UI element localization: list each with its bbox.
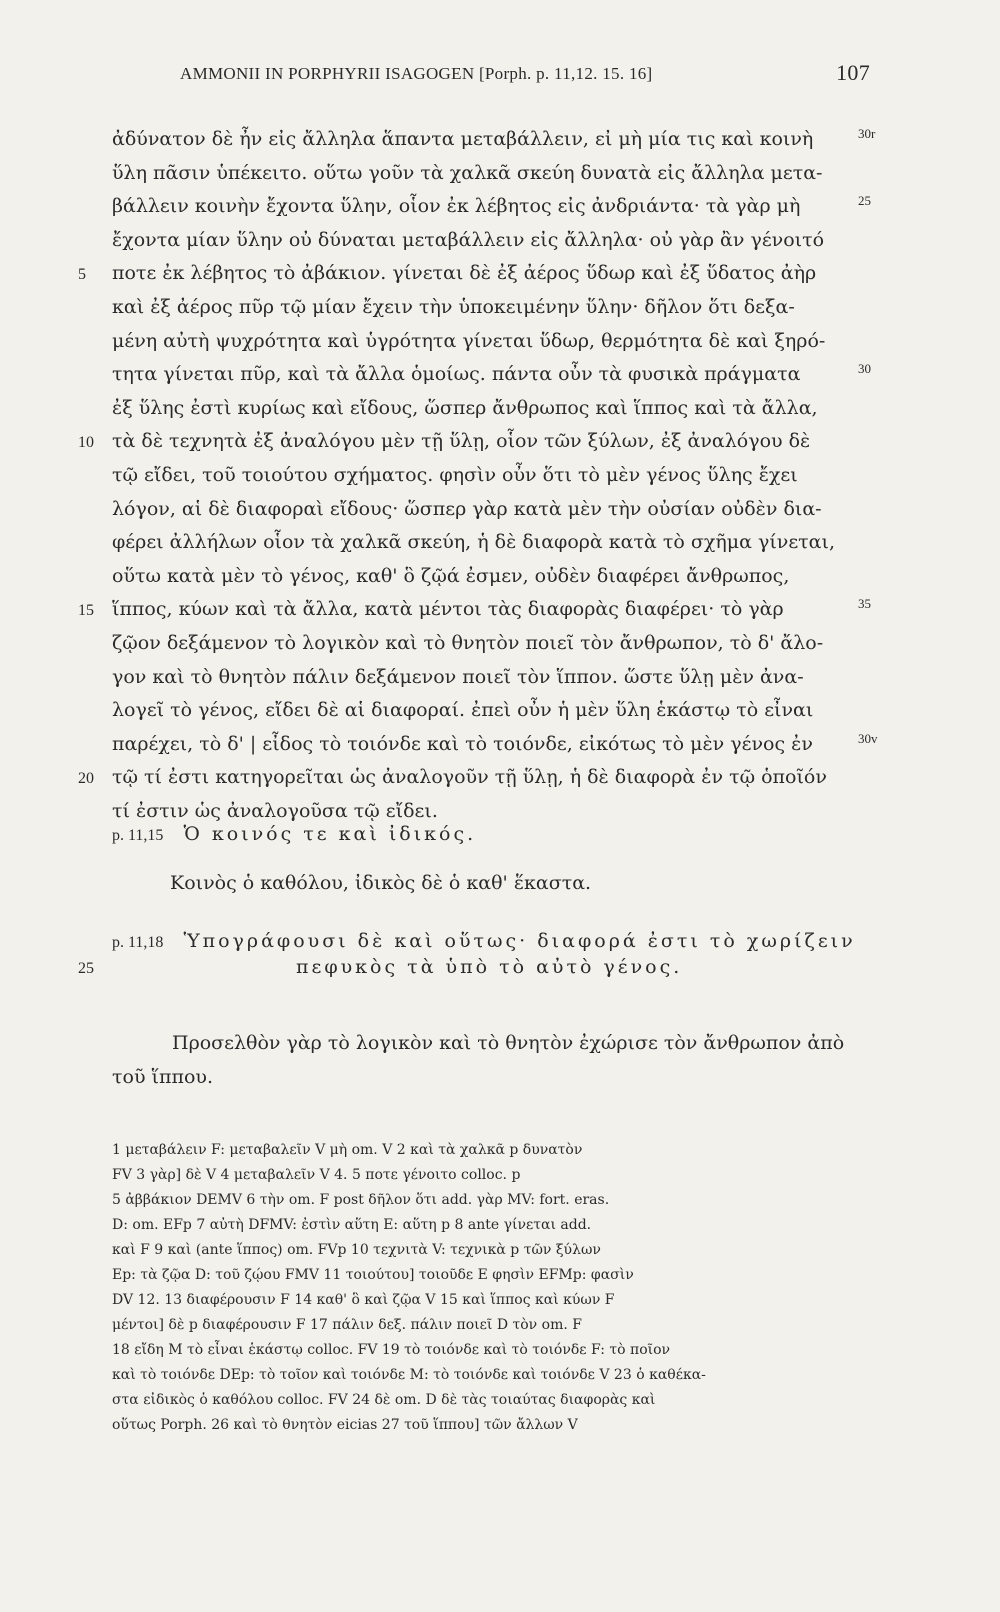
apparatus-line: μέντοι] δὲ p διαφέρουσιν F 17 πάλιν δεξ. πάλιν ποιεῖ D τὸν om. F	[112, 1317, 582, 1333]
lemma-1	[112, 823, 476, 845]
lemma-text: πεφυκὸς τὰ ὑπὸ τὸ αὐτὸ γένος.	[296, 956, 683, 978]
apparatus-line: D: om. EFp 7 αὐτὴ DFMV: ἐστὶν αὕτη E: αὕτη p 8 ante γίνεται add.	[112, 1217, 592, 1233]
lemma-text: Ὑπογράφουσι δὲ καὶ οὕτως· διαφορά ἐστι τὸ χωρίζειν	[183, 930, 856, 952]
apparatus-line: 18 εἴδη M τὸ εἶναι ἑκάστῳ colloc. FV 19 τὸ τοιόνδε καὶ τὸ τοιόνδε F: τὸ ποῖον	[112, 1342, 671, 1358]
line-number: 15	[78, 602, 94, 620]
text-line: παρέχει, τὸ δ' | εἶδος τὸ τοιόνδε καὶ τὸ τοιόνδε, εἰκότως τὸ μὲν γένος ἐν	[112, 732, 813, 755]
margin-reference: 35	[858, 596, 871, 612]
text-line: γον καὶ τὸ θνητὸν πάλιν δεξάμενον ποιεῖ τὸν ἵππον. ὥστε ὕλῃ μὲν ἀνα-	[112, 665, 804, 688]
text-line: βάλλειν κοινὴν ἔχοντα ὕλην, οἷον ἐκ λέβητος εἰς ἀνδριάντα· τὰ γὰρ μὴ	[112, 195, 801, 218]
line-number: 25	[78, 960, 94, 977]
margin-reference: 30v	[858, 730, 878, 746]
text-line: ὕλη πᾶσιν ὑπέκειτο. οὕτω γοῦν τὰ χαλκᾶ σκεύη δυνατὰ εἰς ἄλληλα μετα-	[112, 161, 823, 184]
text-line: ἔχοντα μίαν ὕλην οὐ δύναται μεταβάλλειν εἰς ἄλληλα· οὐ γὰρ ἂν γένοιτό	[112, 228, 825, 251]
page-number: 107	[836, 60, 870, 85]
text-line: τῷ εἴδει, τοῦ τοιούτου σχήματος. φησὶν οὖν ὅτι τὸ μὲν γένος ὕλης ἔχει	[112, 464, 798, 486]
comment-2-line-1: Προσελθὸν γὰρ τὸ λογικὸν καὶ τὸ θνητὸν ἐχώρισε τὸν ἄνθρωπον ἀπὸ	[172, 1032, 845, 1054]
comment-2-line-2: τοῦ ἵππου.	[112, 1066, 213, 1088]
lemma-text: Ὁ κοινός τε καὶ ἰδικός.	[183, 823, 477, 845]
apparatus-line: στα εἰδικὸς ὁ καθόλου colloc. FV 24 δὲ om. D δὲ τὰς τοιαύτας διαφορὰς καὶ	[112, 1392, 656, 1408]
text-line: ἐξ ὕλης ἐστὶ κυρίως καὶ εἴδους, ὥσπερ ἄνθρωπος καὶ ἵππος καὶ τὰ ἄλλα,	[112, 396, 818, 419]
text-line: τητα γίνεται πῦρ, καὶ τὰ ἄλλα ὁμοίως. πάντα οὖν τὰ φυσικὰ πράγματα	[112, 363, 801, 386]
text-line: φέρει ἀλλήλων οἷον τὰ χαλκᾶ σκεύη, ἡ δὲ διαφορὰ κατὰ τὸ σχῆμα γίνεται,	[112, 531, 835, 554]
text-line: ζῷον δεξάμενον τὸ λογικὸν καὶ τὸ θνητὸν ποιεῖ τὸν ἄνθρωπον, τὸ δ' ἄλο-	[112, 632, 824, 654]
text-line: ποτε ἐκ λέβητος τὸ ἀβάκιον. γίνεται δὲ ἐξ ἀέρος ὕδωρ καὶ ἐξ ὕδατος ἀὴρ	[112, 262, 817, 285]
line-number: 20	[78, 770, 94, 788]
apparatus-line: 1 μεταβάλειν F: μεταβαλεῖν V μὴ om. V 2 καὶ τὰ χαλκᾶ p δυνατὸν	[112, 1142, 583, 1158]
margin-reference: 30	[858, 361, 871, 377]
text-line: μένη αὐτὴ ψυχρότητα καὶ ὑγρότητα γίνεται ὕδωρ, θερμότητα δὲ καὶ ξηρό-	[112, 329, 826, 352]
line-number: 10	[78, 434, 94, 452]
apparatus-line: DV 12. 13 διαφέρουσιν F 14 καθ' ὃ καὶ ζῷα V 15 καὶ ἵππος καὶ κύων F	[112, 1292, 615, 1308]
lemma-reference: p. 11,18	[112, 934, 164, 951]
line-number: 5	[78, 266, 86, 284]
apparatus-line: FV 3 γὰρ] δὲ V 4 μεταβαλεῖν V 4. 5 ποτε γένοιτο colloc. p	[112, 1167, 521, 1183]
text-line: λόγον, αἱ δὲ διαφοραὶ εἴδους· ὥσπερ γὰρ κατὰ μὲν τὴν οὐσίαν οὐδὲν δια-	[112, 497, 822, 520]
text-line: ἀδύνατον δὲ ἦν εἰς ἄλληλα ἅπαντα μεταβάλλειν, εἰ μὴ μία τις καὶ κοινὴ	[112, 128, 814, 150]
text-line: ἵππος, κύων καὶ τὰ ἄλλα, κατὰ μέντοι τὰς διαφορὰς διαφέρει· τὸ γὰρ	[112, 598, 784, 621]
lemma-reference: p. 11,15	[112, 827, 164, 844]
margin-reference: 30r	[858, 126, 876, 141]
running-title: AMMONII IN PORPHYRII ISAGOGEN [Porph. p. 11,12. 15. 16]	[180, 64, 653, 83]
apparatus-line: οὕτως Porph. 26 καὶ τὸ θνητὸν eicias 27 τοῦ ἵππου] τῶν ἄλλων V	[112, 1417, 578, 1433]
text-line: καὶ ἐξ ἀέρος πῦρ τῷ μίαν ἔχειν τὴν ὑποκειμένην ὕλην· δῆλον ὅτι δεξα-	[112, 296, 795, 318]
apparatus-line: 5 ἀββάκιον DEMV 6 τὴν om. F post δῆλον ὅτι add. γὰρ MV: fort. eras.	[112, 1192, 610, 1208]
apparatus-line: Ep: τὰ ζῷα D: τοῦ ζῴου FMV 11 τοιούτου] τοιοῦδε E φησὶν EFMp: φασὶν	[112, 1267, 634, 1283]
lemma-2-continuation	[296, 956, 682, 978]
comment-1: Κοινὸς ὁ καθόλου, ἰδικὸς δὲ ὁ καθ' ἕκαστα.	[170, 872, 592, 894]
text-line: τὰ δὲ τεχνητὰ ἐξ ἀναλόγου μὲν τῇ ὕλῃ, οἷον τῶν ξύλων, ἐξ ἀναλόγου δὲ	[112, 430, 811, 453]
text-line: τί ἐστιν ὡς ἀναλογοῦσα τῷ εἴδει.	[112, 800, 438, 822]
text-line: τῷ τί ἐστι κατηγορεῖται ὡς ἀναλογοῦν τῇ ὕλῃ, ἡ δὲ διαφορὰ ἐν τῷ ὁποῖόν	[112, 766, 827, 789]
apparatus-line: καὶ F 9 καὶ (ante ἵππος) om. FVp 10 τεχνιτὰ V: τεχνικὰ p τῶν ξύλων	[112, 1242, 601, 1258]
text-line: λογεῖ τὸ γένος, εἴδει δὲ αἱ διαφοραί. ἐπεὶ οὖν ἡ μὲν ὕλη ἑκάστῳ τὸ εἶναι	[112, 699, 814, 722]
lemma-2	[112, 930, 856, 952]
critical-apparatus	[112, 1138, 896, 1438]
apparatus-line: καὶ τὸ τοιόνδε DEp: τὸ τοῖον καὶ τοιόνδε M: τὸ τοιόνδε καὶ τοιόνδε V 23 ὁ καθέκα-	[112, 1367, 706, 1383]
text-line: οὕτω κατὰ μὲν τὸ γένος, καθ' ὃ ζῷά ἐσμεν, οὐδὲν διαφέρει ἄνθρωπος,	[112, 564, 790, 587]
margin-reference: 25	[858, 193, 871, 209]
